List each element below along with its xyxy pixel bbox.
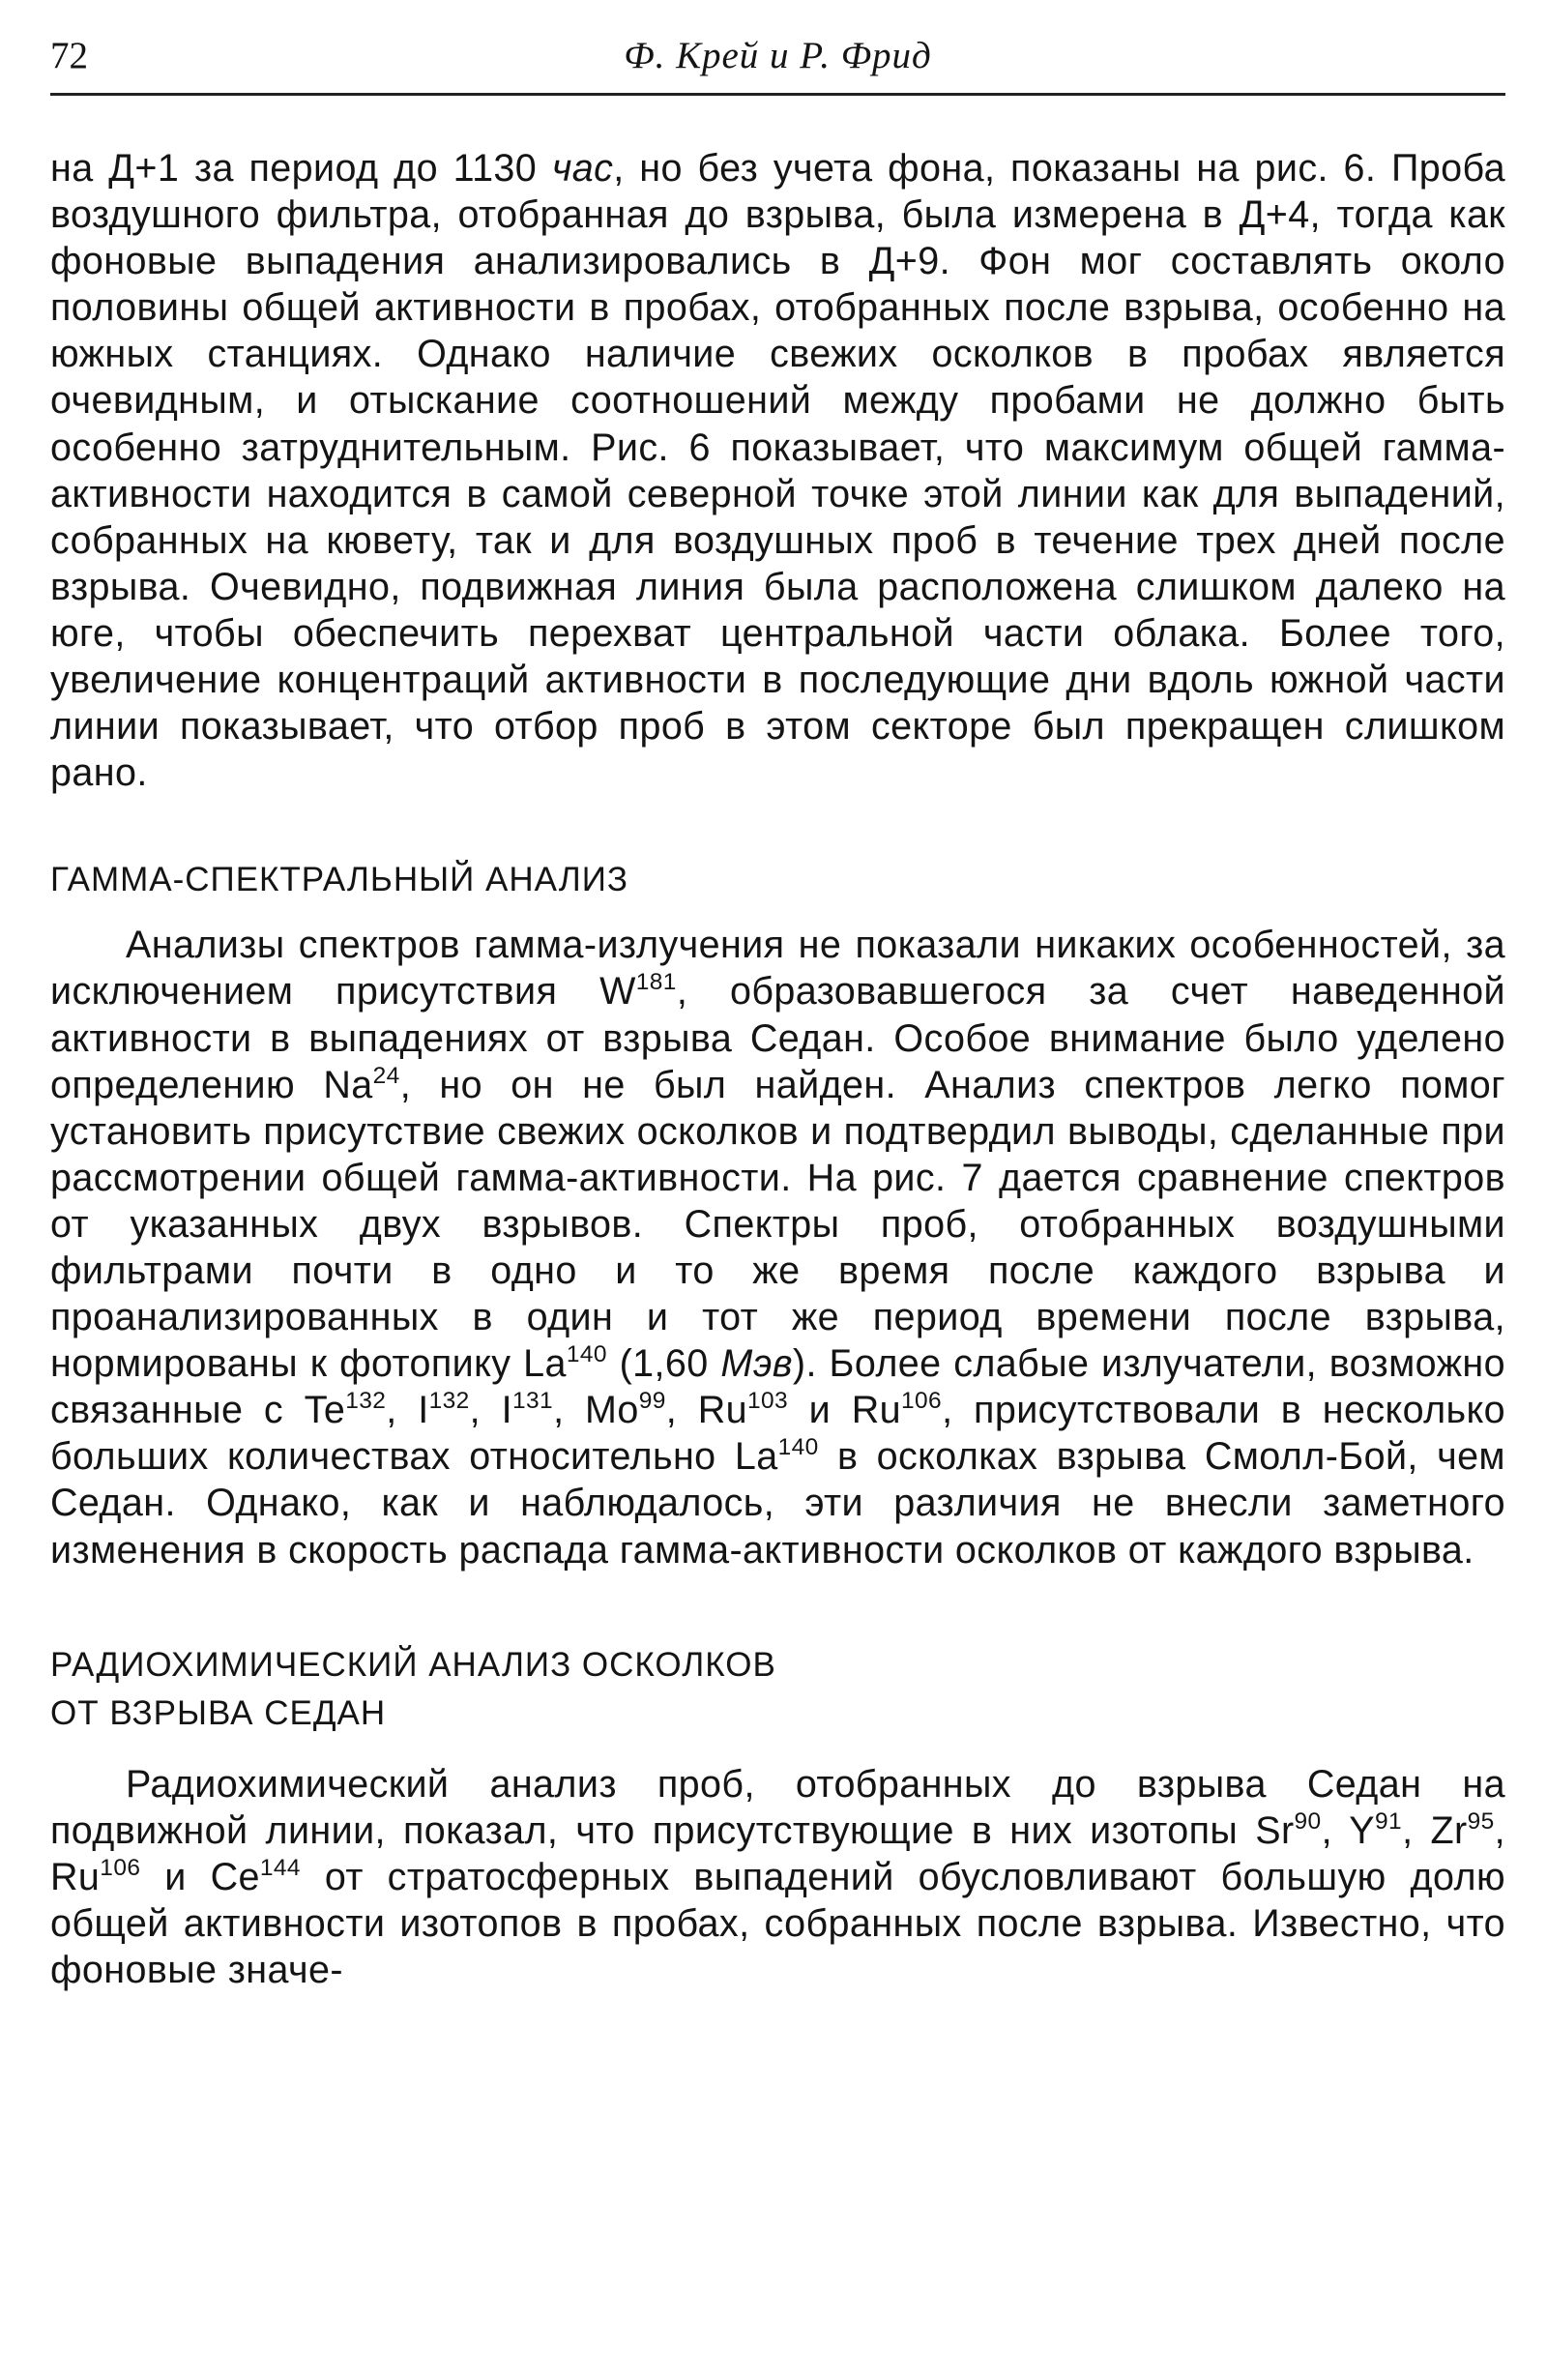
section-heading-gamma-spectral: ГАММА-СПЕКТРАЛЬНЫЙ АНАЛИЗ [50, 861, 629, 899]
running-head [50, 21, 1505, 81]
page-number: 72 [50, 35, 88, 76]
paragraph-radiochemical: Радиохимический анализ проб, отобранных до взрыва Седан на подвижной линии, показал, что присутствующие в них изотопы Sr$^{90}$, $Y^{91}$, Zr$^{95}$, Ru$^{106}$ и Ce$^{144}$ от стратосферных выпадений обусловливают большую долю общей активности изотопов в пробах, собранных после взрыва. Известно, что фоновые значе- [50, 1762, 1505, 1991]
page-body [50, 145, 1505, 1993]
header-rule [50, 93, 1505, 96]
paragraph-gamma-spectral: Анализы спектров гамма-излучения не показали никаких особенностей, за исключением присутствия $W^{181}$, образовавшегося за счет наведенной активности в выпадениях от взрыва Седан. Особое внимание было уделено определению Na$^{24}$, но он не был найден. Анализ спектров легко помог установить присутствие свежих осколков и подтвердил выводы, сделанные при рассмотрении общей гамма-активности. На рис. 7 дается сравнение спектров от указанных двух взрывов. Спектры проб, отобранных воздушными фильтрами почти в одно и то же время после каждого взрыва и проанализированных в один и тот же период времени после взрыва, нормированы к фотопику La$^{140}$ (1,60 Мэв). Более слабые излучатели, возможно связанные с Te$^{132}$, $I^{132}$, $I^{131}$, Mo$^{99}$, Ru$^{103}$ и Ru$^{106}$, присутствовали в несколько больших количествах относительно La$^{140}$ в осколках взрыва Смолл-Бой, чем Седан. Однако, как и наблюдалось, эти различия не внесли заметного изменения в скорость распада гамма-активности осколков от каждого взрыва. [50, 924, 1506, 1572]
book-page [50, 21, 1506, 1991]
section-heading-radiochemical: РАДИОХИМИЧЕСКИЙ АНАЛИЗ ОСКОЛКОВ ОТ ВЗРЫВА СЕДАН [50, 1645, 776, 1732]
running-title: Ф. Крей и Р. Фрид [624, 35, 932, 76]
paragraph-continued: на Д+1 за период до 1130 час, но без учета фона, показаны на рис. 6. Проба воздушного фильтра, отобранная до взрыва, была измерена в Д+4, тогда как фоновые выпадения анализировались в Д+9. Фон мог составлять около половины общей активности в пробах, отобранных после взрыва, особенно на южных станциях. Однако наличие свежих осколков в пробах является очевидным, и отыскание соотношений между пробами не должно быть особенно затруднительным. Рис. 6 показывает, что максимум общей гамма-активности находится в самой северной точке этой линии как для выпадений, собранных на кювету, так и для воздушных проб в течение трех дней после взрыва. Очевидно, подвижная линия была расположена слишком далеко на юге, чтобы обеспечить перехват центральной части облака. Более того, увеличение концентраций активности в последующие дни вдоль южной части линии показывает, что отбор проб в этом секторе был прекращен слишком рано. [50, 147, 1505, 795]
